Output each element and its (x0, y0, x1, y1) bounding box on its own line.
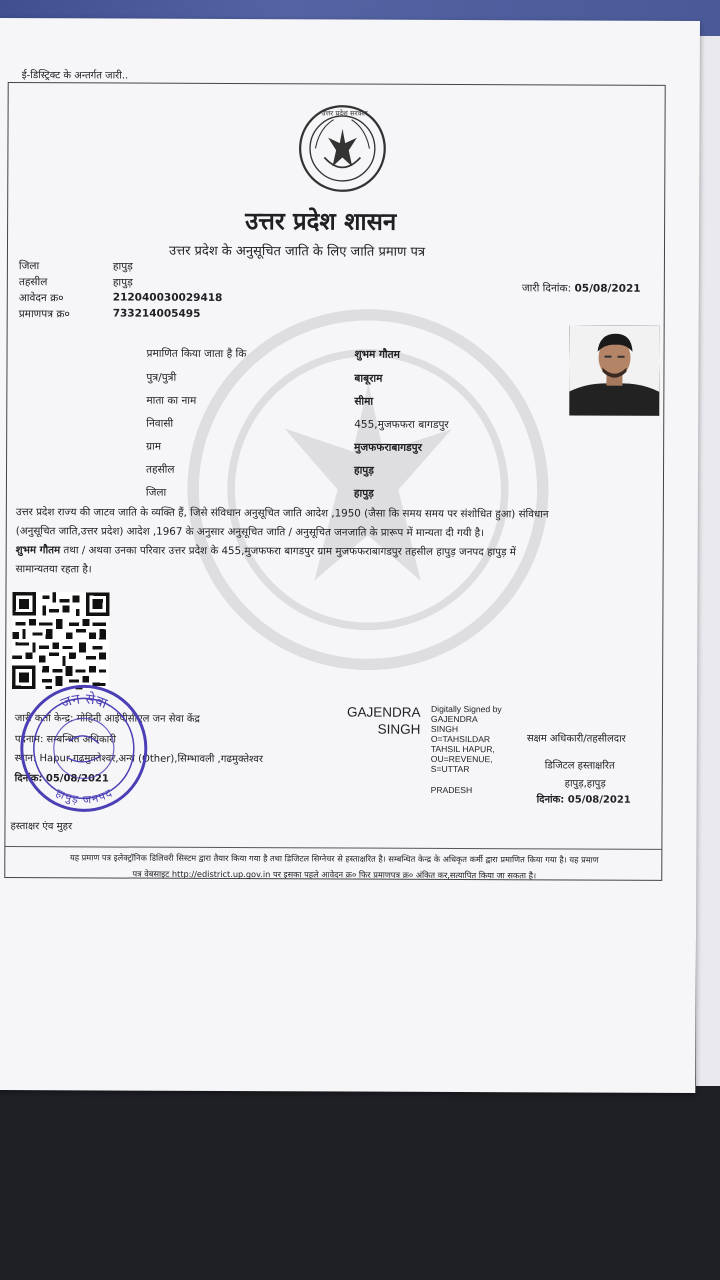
background-dark-surface (0, 1086, 720, 1280)
statement-line (16, 541, 664, 563)
detail-value-name: शुभम गौतम (354, 348, 400, 361)
detail-value-address: 455,मुजफफरा बागडपुर (354, 418, 449, 431)
page-subtitle: उत्तर प्रदेश के अनुसूचित जाति के लिए जाति प्रमाण पत्र (168, 243, 426, 260)
certificate-paper (0, 18, 700, 1093)
detail-label: निवासी (146, 417, 174, 430)
district-label: जिला (18, 260, 40, 273)
issuer-designation: पदनाम: सम्बन्धित अधिकारी (14, 734, 116, 746)
seal-top-text: जन सेवा (58, 691, 110, 713)
authority-digitally-signed: डिजिटल हस्ताक्षरित (544, 760, 615, 772)
certificate-number: 733214005495 (112, 307, 201, 320)
authority-date: दिनांक: 05/08/2021 (536, 794, 631, 806)
top-note: ई-डिस्ट्रिक्ट के अन्तर्गत जारी.. (21, 70, 129, 82)
seal-bottom-text: हापुड़ जनपद (53, 786, 114, 807)
footer-line-2: पत्र वेबसाइट http://edistrict.up.gov.in पर इसका पहले आवेदन क्र० फिर प्रमाणपत्र क्र० अंकित कर,सत्यापित किया जा सकता है। (132, 868, 537, 881)
detail-label: जिला (145, 486, 167, 499)
issuer-date: दिनांक: 05/08/2021 (14, 773, 109, 785)
applicant-photo (569, 325, 659, 415)
authority-place: हापुड़,हापुड़ (564, 778, 606, 790)
detail-label: तहसील (146, 463, 175, 476)
detail-value-district: हापुड़ (353, 487, 374, 500)
emblem-text: उत्तर प्रदेश सरकार (321, 109, 368, 118)
signer-name-line: SINGH (377, 721, 421, 737)
application-label: आवेदन क्र० (18, 292, 64, 305)
issuer-place: स्थान: Hapur,गढमुक्तेश्वर,अन्य (Other),सिम्भावली ,गढमुक्तेश्वर (14, 753, 263, 766)
paper-edge (696, 36, 720, 1086)
dsig-line: GAJENDRA (430, 713, 478, 725)
statement-name: शुभम गौतम (15, 544, 61, 557)
digital-signature-details (431, 704, 502, 774)
statement-address: तथा / अथवा उनका परिवार उत्तर प्रदेश के 455,मुजफफरा बागडपुर ग्राम मुजफफराबागडपुर तहसील हापुड़ जनपद हापुड़ में (60, 544, 516, 559)
jan-seva-seal-icon (14, 681, 152, 816)
detail-value-father: बाबूराम (354, 372, 383, 385)
dsig-line: O=TAHSILDAR (430, 733, 491, 745)
detail-label: माता का नाम (146, 394, 197, 407)
statement-line: उत्तर प्रदेश राज्य की जाटव जाति के व्यक्ति हैं, जिसे संविधान अनुसूचित जाति आदेश ,1950 (जैसा कि समय समय पर संशोधित हुआ) संविधान (15, 506, 549, 521)
detail-label: प्रमाणित किया जाता है कि (146, 347, 247, 361)
dsig-line: S=UTTAR (430, 763, 470, 775)
detail-label: ग्राम (146, 440, 162, 453)
issue-date-label: जारी दिनांक: (521, 282, 572, 295)
certificate-statement (16, 503, 664, 582)
issue-date-value: 05/08/2021 (574, 282, 641, 295)
dsig-line: OU=REVENUE, (430, 753, 493, 765)
dsig-line: Digitally Signed by (430, 703, 502, 715)
dsig-line: PRADESH (430, 784, 473, 796)
district-value: हापुड़ (112, 260, 133, 273)
person-photo-icon (569, 325, 659, 415)
signature-seal-label: हस्ताक्षर एंव मुहर (10, 821, 73, 833)
dsig-line: TAHSIL HAPUR, (430, 743, 495, 755)
detail-label: पुत्र/पुत्री (146, 371, 177, 384)
svg-text:हापुड़ जनपद (54, 786, 115, 806)
statement-line: सामान्यतया रहता है। (15, 563, 92, 576)
authority-designation: सक्षम अधिकारी/तहसीलदार (526, 733, 626, 745)
signer-name-line: GAJENDRA (346, 704, 421, 720)
page-title: उत्तर प्रदेश शासन (245, 207, 397, 236)
certificate-label: प्रमाणपत्र क्र० (18, 308, 70, 321)
issuer-center: जारी कर्ता केन्द्र: मोहिनी आईपीसीएल जन सेवा केंद्र (14, 713, 200, 725)
detail-value-village: मुजफफराबागडपुर (354, 441, 422, 454)
svg-text:जन सेवा (59, 690, 110, 712)
detail-value-tehsil: हापुड़ (354, 464, 374, 477)
tehsil-label: तहसील (18, 276, 48, 289)
verification-footer (10, 849, 658, 884)
application-number: 212040030029418 (112, 291, 223, 304)
issue-date (522, 281, 641, 296)
qr-code-icon (12, 592, 109, 689)
detail-value-mother: सीमा (354, 395, 374, 408)
dsig-line: SINGH (430, 723, 459, 735)
signer-name (347, 704, 421, 738)
statement-line: (अनुसूचित जाति,उत्तर प्रदेश) आदेश ,1967 के अनुसार अनुसूचित जाति / अनुसूचित जनजाति के प्रारूप में मान्यता दी गयी है। (15, 525, 485, 540)
footer-line-1: यह प्रमाण पत्र इलेक्ट्रॉनिक डिलिवरी सिस्टम द्वारा तैयार किया गया है तथा डिजिटल सिग्नेचर से हस्ताक्षरित है। सम्बन्धित केन्द्र के अधिकृत कर्मी द्वारा प्रमाणित किया गया है। यह प्रमाण (69, 852, 599, 865)
tehsil-value: हापुड़ (112, 276, 133, 289)
